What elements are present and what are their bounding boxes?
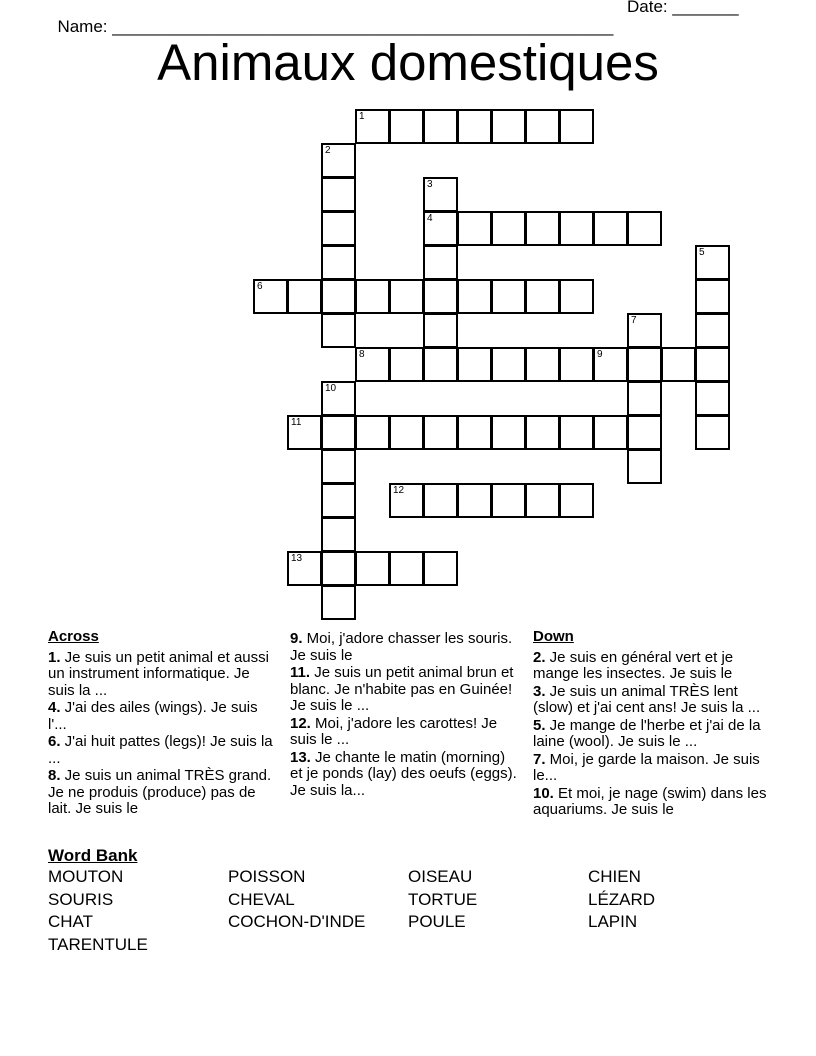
clue-number-label: 3: [427, 179, 433, 190]
word-bank-word: TARENTULE: [48, 934, 148, 954]
grid-cell[interactable]: [525, 279, 560, 314]
grid-cell[interactable]: [559, 109, 594, 144]
grid-cell[interactable]: [287, 415, 322, 450]
clue-number: 8.: [48, 767, 61, 784]
down-clues-col: [533, 629, 773, 820]
grid-cell[interactable]: [355, 415, 390, 450]
grid-cell[interactable]: [389, 347, 424, 382]
grid-cell[interactable]: [423, 313, 458, 348]
clue-across-6: [48, 734, 276, 767]
grid-cell[interactable]: [423, 177, 458, 212]
clue-number-label: 11: [291, 417, 302, 428]
clue-number: 4.: [48, 699, 61, 716]
grid-cell[interactable]: [321, 313, 356, 348]
clue-number: 7.: [533, 750, 546, 768]
clue-number-label: 6: [257, 281, 263, 292]
grid-cell[interactable]: [423, 551, 458, 586]
clue-number-label: 9: [597, 349, 603, 360]
grid-cell[interactable]: [321, 517, 356, 552]
grid-cell[interactable]: [593, 347, 628, 382]
clue-down-5: [533, 718, 773, 751]
grid-cell[interactable]: [355, 347, 390, 382]
clue-number-label: 1: [359, 111, 365, 122]
clue-across-13: [290, 750, 518, 800]
clue-number: 5.: [533, 716, 546, 734]
grid-cell[interactable]: [457, 109, 492, 144]
clue-number-label: 12: [393, 485, 405, 496]
grid-cell[interactable]: [321, 483, 356, 518]
grid-cell[interactable]: [695, 313, 730, 348]
grid-cell[interactable]: [695, 245, 730, 280]
grid-cell[interactable]: [593, 211, 628, 246]
name-field-label[interactable]: Name: _____________________________________________________: [57, 17, 614, 36]
grid-cell[interactable]: [525, 415, 560, 450]
clue-text: Je suis en général vert et je mange les insectes. Je suis le: [533, 648, 734, 682]
grid-cell[interactable]: [457, 347, 492, 382]
grid-cell[interactable]: [389, 279, 424, 314]
clue-text: J'ai huit pattes (legs)! Je suis la ...: [48, 733, 273, 767]
word-bank-word: MOUTON: [48, 867, 124, 886]
grid-cell[interactable]: [491, 211, 526, 246]
clue-text: Je suis un animal TRÈS lent (slow) et j'ai cent ans! Je suis la ...: [533, 682, 761, 716]
clue-text: Je suis un petit animal brun et blanc. Je n'habite pas en Guinée! Je suis le ...: [290, 664, 514, 714]
clue-number-label: 8: [359, 349, 365, 360]
grid-cell[interactable]: [627, 415, 662, 450]
clue-text: Moi, je garde la maison. Je suis le...: [533, 750, 760, 784]
clue-number: 11.: [290, 664, 311, 681]
grid-cell[interactable]: [389, 551, 424, 586]
grid-cell[interactable]: [355, 109, 390, 144]
grid-cell[interactable]: [525, 211, 560, 246]
grid-cell[interactable]: [627, 449, 662, 484]
grid-cell[interactable]: [355, 279, 390, 314]
clue-number: 13.: [290, 748, 311, 766]
grid-cell[interactable]: [695, 381, 730, 416]
grid-cell[interactable]: [627, 211, 662, 246]
grid-cell[interactable]: [525, 483, 560, 518]
clue-across-11: [290, 665, 518, 715]
grid-cell[interactable]: [321, 551, 356, 586]
word-bank-word: SOURIS: [48, 889, 114, 909]
grid-cell[interactable]: [457, 211, 492, 246]
grid-cell[interactable]: [321, 585, 356, 620]
grid-cell[interactable]: [491, 109, 526, 144]
grid-cell[interactable]: [491, 415, 526, 450]
clue-number-label: 7: [631, 315, 637, 326]
grid-cell[interactable]: [423, 109, 458, 144]
clue-across-9: [290, 631, 518, 664]
word-bank-word: CHIEN: [588, 867, 641, 886]
grid-cell[interactable]: [627, 313, 662, 348]
clue-across-8: [48, 768, 276, 818]
clue-across-4: [48, 700, 276, 733]
grid-cell[interactable]: [457, 415, 492, 450]
clue-text: Je mange de l'herbe et j'ai de la laine (wool). Je suis le ...: [533, 716, 761, 750]
grid-cell[interactable]: [559, 483, 594, 518]
word-bank-word: POULE: [408, 912, 466, 931]
grid-cell[interactable]: [593, 415, 628, 450]
word-bank-word: OISEAU: [408, 867, 473, 886]
grid-cell[interactable]: [559, 279, 594, 314]
grid-cell[interactable]: [627, 347, 662, 382]
grid-cell[interactable]: [423, 347, 458, 382]
clue-text: Moi, j'adore les carottes! Je suis le ...: [290, 714, 498, 748]
clue-number-label: 5: [699, 247, 705, 258]
grid-cell[interactable]: [321, 449, 356, 484]
grid-cell[interactable]: [423, 211, 458, 246]
word-bank-word: CHAT: [48, 912, 94, 931]
grid-cell[interactable]: [695, 347, 730, 382]
down-heading: Down: [533, 628, 574, 645]
word-bank-heading: Word Bank: [48, 846, 138, 865]
grid-cell[interactable]: [695, 279, 730, 314]
grid-cell[interactable]: [457, 279, 492, 314]
clue-text: Et moi, je nage (swim) dans les aquariums. Je suis le: [533, 784, 767, 818]
grid-cell[interactable]: [287, 551, 322, 586]
grid-cell[interactable]: [321, 415, 356, 450]
grid-cell[interactable]: [389, 483, 424, 518]
grid-cell[interactable]: [287, 279, 322, 314]
clue-across-12: [290, 716, 518, 749]
grid-cell[interactable]: [559, 347, 594, 382]
word-bank-word: COCHON-D'INDE: [228, 912, 366, 931]
grid-cell[interactable]: [695, 415, 730, 450]
word-bank-word: LAPIN: [588, 912, 638, 931]
word-bank-word: POISSON: [228, 867, 306, 886]
grid-cell[interactable]: [321, 245, 356, 280]
word-bank-word: TORTUE: [408, 889, 478, 909]
grid-cell[interactable]: [457, 483, 492, 518]
grid-cell[interactable]: [253, 279, 288, 314]
grid-cell[interactable]: [661, 347, 696, 382]
clue-text: Je chante le matin (morning) et je ponds (lay) des oeufs (eggs). Je suis la...: [290, 748, 517, 799]
clue-number: 6.: [48, 733, 61, 750]
grid-cell[interactable]: [423, 279, 458, 314]
grid-cell[interactable]: [423, 483, 458, 518]
clue-number: 10.: [533, 784, 554, 802]
grid-cell[interactable]: [321, 143, 356, 178]
grid-cell[interactable]: [321, 211, 356, 246]
clue-text: J'ai des ailes (wings). Je suis l'...: [48, 699, 258, 733]
clue-down-3: [533, 684, 773, 717]
clue-down-10: [533, 786, 773, 819]
clue-across-1: [48, 650, 276, 700]
clue-text: Je suis un petit animal et aussi un instrument informatique. Je suis la ...: [48, 648, 269, 699]
grid-cell[interactable]: [525, 109, 560, 144]
grid-cell[interactable]: [491, 483, 526, 518]
clue-down-2: [533, 650, 773, 683]
word-bank-word: CHEVAL: [228, 889, 295, 909]
clue-down-7: [533, 752, 773, 785]
date-field-label[interactable]: Date: _______: [627, 0, 739, 16]
clue-text: Je suis un animal TRÈS grand. Je ne produis (produce) pas de lait. Je suis le: [48, 767, 272, 817]
clue-text: Moi, j'adore chasser les souris. Je suis le: [290, 630, 513, 664]
clue-number: 2.: [533, 648, 546, 666]
grid-cell[interactable]: [321, 177, 356, 212]
clue-number-label: 10: [325, 383, 337, 394]
clue-number: 1.: [48, 648, 61, 666]
grid-cell[interactable]: [389, 109, 424, 144]
across-clues-col-1: [48, 629, 276, 819]
grid-cell[interactable]: [423, 415, 458, 450]
grid-cell[interactable]: [491, 279, 526, 314]
grid-cell[interactable]: [321, 381, 356, 416]
grid-cell[interactable]: [559, 415, 594, 450]
clue-number-label: 2: [325, 145, 331, 156]
clue-number-label: 4: [427, 213, 433, 224]
across-heading: Across: [48, 628, 99, 645]
word-bank-word: LÉZARD: [588, 889, 656, 909]
grid-cell[interactable]: [491, 347, 526, 382]
grid-cell[interactable]: [389, 415, 424, 450]
clue-number: 12.: [290, 714, 311, 732]
grid-cell[interactable]: [355, 551, 390, 586]
grid-cell[interactable]: [525, 347, 560, 382]
grid-cell[interactable]: [559, 211, 594, 246]
puzzle-title: Animaux domestiques: [157, 34, 659, 91]
grid-cell[interactable]: [627, 381, 662, 416]
grid-cell[interactable]: [423, 245, 458, 280]
grid-cell[interactable]: [321, 279, 356, 314]
clue-number: 9.: [290, 630, 303, 647]
clue-number: 3.: [533, 682, 546, 700]
clue-number-label: 13: [291, 553, 303, 564]
across-clues-col-2: [290, 629, 518, 800]
